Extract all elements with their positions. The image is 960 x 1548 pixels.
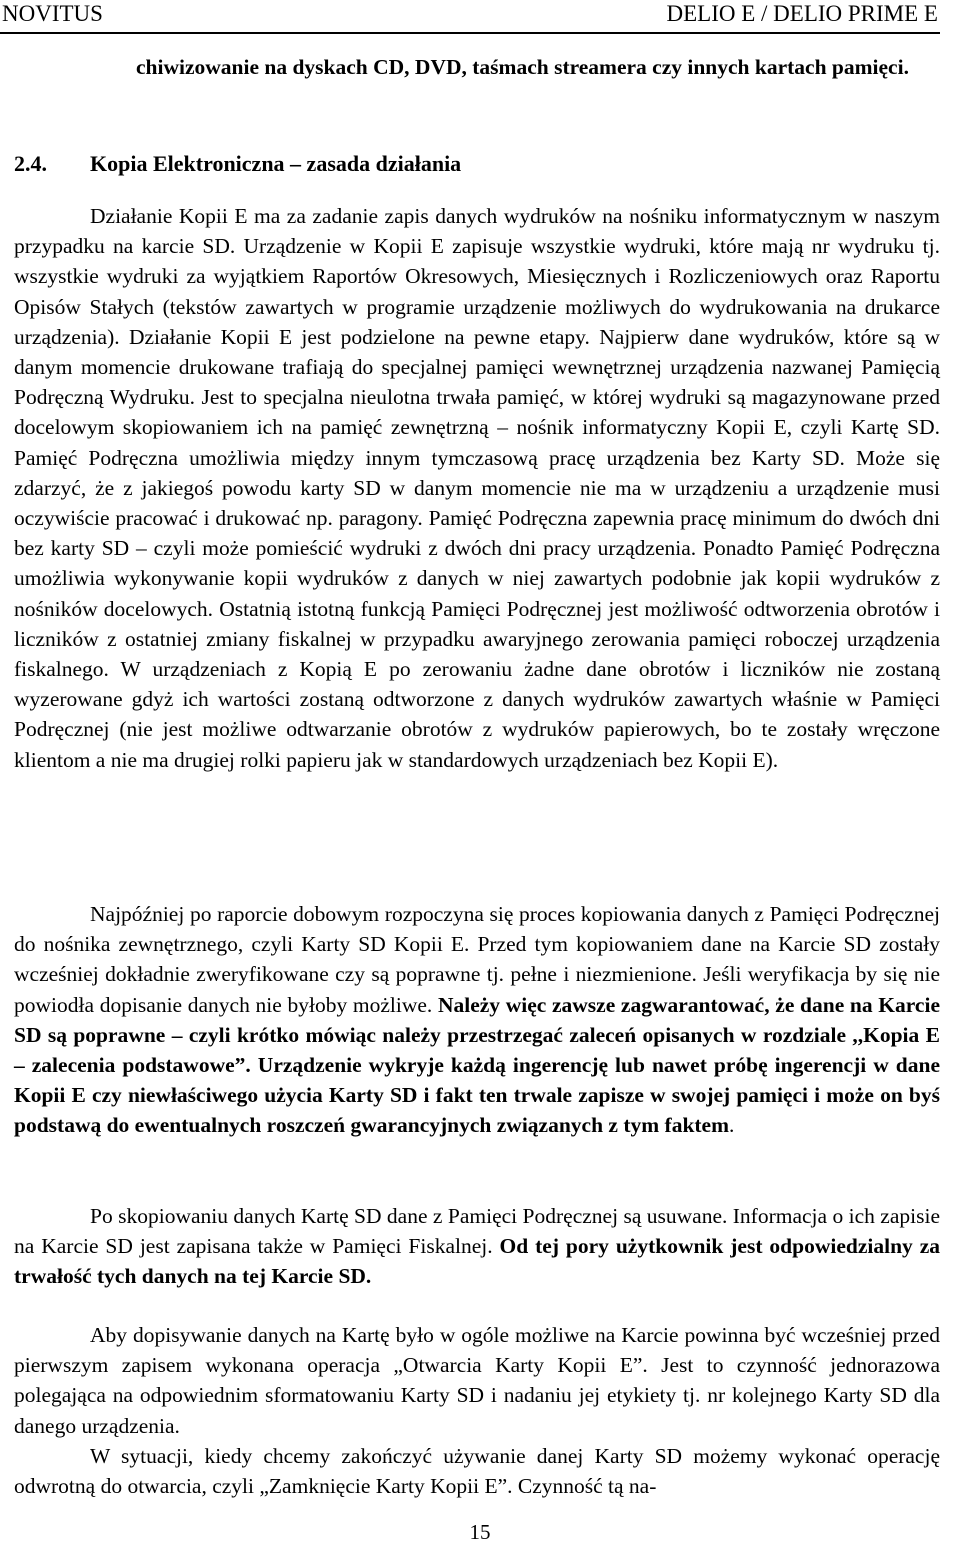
header-brand: NOVITUS [2,1,103,26]
section-number: 2.4. [14,151,47,176]
section-title: Kopia Elektroniczna – zasada działania [90,151,462,176]
paragraph-2-end: . [729,1113,735,1138]
paragraph-4: Aby dopisywanie danych na Kartę było w ogóle możliwe na Karcie powinna być wcześniej przed pierwszym zapisem wykonana operacja „Otwarcia Karty Kopii E”. Jest to czynność jednorazowa polegająca na odpowiednim sformatowaniu Karty SD i nadaniu jej etykiety tj. nr kolejnego Karty SD dla danego urządzenia. [14,1323,940,1438]
paragraph-3-bold: Od tej pory użytkownik jest odpowiedzialny za trwałość tych danych na tej Karcie SD. [14,1234,940,1289]
page-number: 15 [469,1520,491,1544]
paragraph-2-text: Najpóźniej po raporcie dobowym rozpoczyna się proces kopiowania danych z Pamięci Podręcznej do nośnika zewnętrznego, czyli Karty SD Kopii E. Przed tym kopiowaniem dane na Karcie SD zostały wcześniej dokładnie zweryfikowane czy są poprawne tj. pełne i niezmienione. Jeśli weryfikacja by się nie powiodła dopisanie danych nie byłoby możliwe. [14,902,940,1017]
intro-bold-text: chiwizowanie na dyskach CD, DVD, taśmach streamera czy innych kartach pamięci. [136,55,909,79]
paragraph-1: Działanie Kopii E ma za zadanie zapis danych wydruków na nośniku informatycznym w naszym przypadku na karcie SD. Urządzenie w Kopii E zapisuje wszystkie wydruki, które mają nr wydruku tj. wszystkie wydruki za wyjątkiem Raportów Okresowych, Miesięcznych i Rozliczeniowych oraz Raportu Opisów Stałych (tekstów zawartych w programie urządzenie możliwych do wydrukowania na drukarce urządzenia). Działanie Kopii E jest podzielone na pewne etapy. Najpierw dane wydruków, które są w danym momencie drukowane trafiają do specjalnej pamięci wewnętrznej urządzenia nazwanej Pamięcią Podręczną Wydruku. Jest to specjalna nieulotna trwała pamięć, w której wydruki są magazynowane przed docelowym skopiowaniem ich na pamięć zewnętrzną – nośnik informatyczny Kopii E, czyli Kartę SD. Pamięć Podręczna umożliwia między innym tymczasową pracę urządzenia bez Karty SD. Może się zdarzyć, że z jakiegoś powodu karty SD w danym momencie nie ma w urządzeniu a urządzenie musi oczywiście pracować i drukować np. paragony. Pamięć Podręczna zapewnia pracę minimum do dwóch dni bez karty SD – czyli może pomieścić wydruki z dwóch dni pracy urządzenia. Ponadto Pamięć Podręczna umożliwia wykonywanie kopii wydruków z danych w niej zawartych podobnie jak kopii wydruków z nośników docelowych. Ostatnią istotną funkcją Pamięci Podręcznej jest możliwość odtworzenia obrotów i liczników z ostatniej zmiany fiskalnej w przypadku awaryjnego zerowania pamięci roboczej urządzenia fiskalnego. W urządzeniach z Kopią E po zerowaniu żadne dane obrotów i liczników nie zostaną wyzerowane gdyż ich wartości zostaną odtworzone z danych wydruków zawartych właśnie w Pamięci Podręcznej (nie jest możliwe odtwarzanie obrotów z wydruków papierowych, bo te zostały wręczone klientom a nie ma drugiej rolki papieru jak w standardowych urządzeniach bez Kopii E). [14,204,940,772]
paragraph-3-text: Po skopiowaniu danych Kartę SD dane z Pamięci Podręcznej są usuwane. Informacja o ich zapisie na Karcie SD jest zapisana także w Pamięci Fiskalnej. [14,1204,940,1259]
paragraph-2 [14,899,940,1141]
section-heading [14,149,461,179]
paragraph-5: W sytuacji, kiedy chcemy zakończyć używanie danej Karty SD możemy wykonać operację odwrotną do otwarcia, czyli „Zamknięcie Karty Kopii E”. Czynność tą na- [14,1444,940,1499]
header-product: DELIO E / DELIO PRIME E [666,1,938,26]
paragraph-2-bold: Należy więc zawsze zagwarantować, że dane na Karcie SD są poprawne – czyli krótko mówiąc należy przestrzegać zaleceń opisanych w rozdziale ,,Kopia E – zalecenia podstawowe”. Urządzenie wykryje każdą ingerencję lub nawet próbę ingerencji w dane Kopii E czy niewłaściwego użycia Karty SD i fakt ten trwale zapisze w swojej pamięci i może on byś podstawą do ewentualnych roszczeń gwarancyjnych związanych z tym faktem [14,992,940,1138]
paragraph-3 [14,1201,940,1292]
page-header [0,0,940,34]
